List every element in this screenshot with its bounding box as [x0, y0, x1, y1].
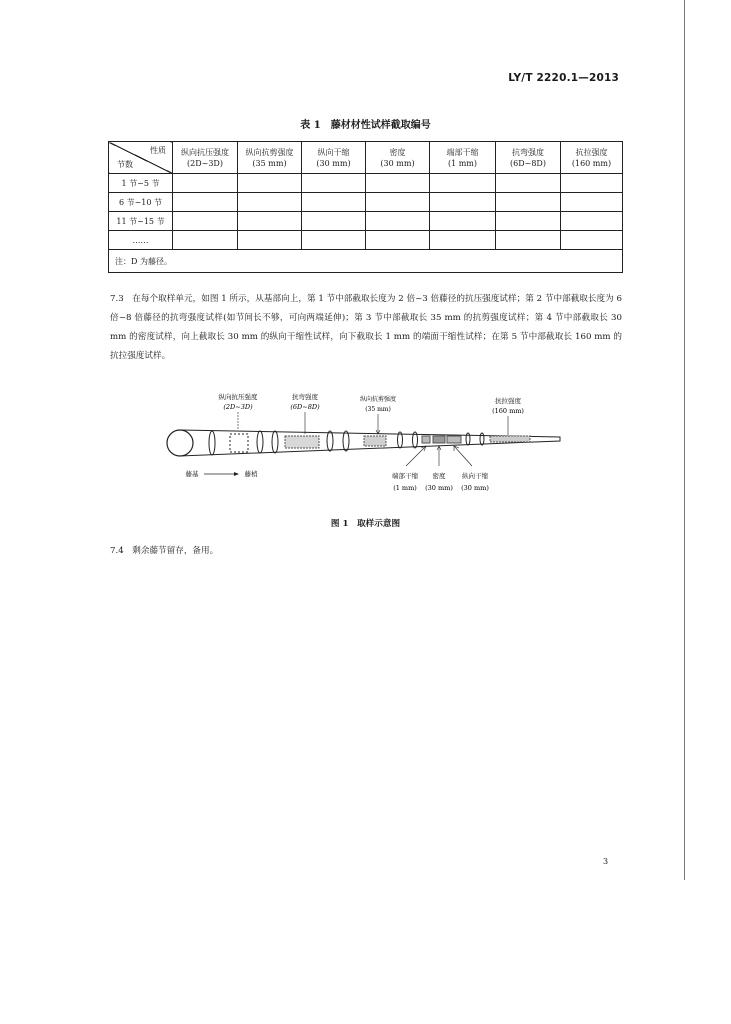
corner-segment-label: 节数: [117, 160, 133, 169]
table-row: [109, 174, 623, 193]
label-base: 藤基: [185, 470, 199, 478]
column-header: 纵向抗压强度 (2D~3D): [173, 142, 238, 174]
table-note-row: [109, 250, 623, 273]
column-header: 纵向抗剪强度 (35 mm): [238, 142, 302, 174]
cane-base-end: [167, 430, 193, 456]
label-tip: 藤梢: [244, 470, 258, 478]
label-tensile-spec: (160 mm): [492, 407, 524, 415]
table-row: [109, 193, 623, 212]
end-shrink-specimen: [422, 436, 430, 443]
row-label: 11 节~15 节: [109, 212, 173, 231]
page-number: 3: [603, 857, 609, 866]
label-density: 密度: [432, 472, 446, 480]
label-compression-spec: (2D~3D): [223, 403, 253, 411]
longitudinal-shrink-specimen: [447, 436, 461, 443]
shear-specimen: [364, 436, 386, 446]
table-note: 注：D 为藤径。: [109, 250, 623, 273]
column-header: 密度 (30 mm): [366, 142, 430, 174]
row-label: ……: [109, 231, 173, 250]
density-specimen: [433, 436, 445, 443]
label-density-spec: (30 mm): [425, 484, 453, 492]
column-header: 纵向干缩 (30 mm): [302, 142, 366, 174]
column-header: 抗拉强度 (160 mm): [561, 142, 623, 174]
label-longitudinal-shrink: 纵向干缩: [462, 472, 488, 480]
label-end-shrink-spec: (1 mm): [393, 484, 417, 492]
label-tensile: 抗拉强度: [495, 397, 521, 405]
label-bending: 抗弯强度: [292, 393, 318, 401]
label-compression: 纵向抗压强度: [218, 393, 258, 401]
page-edge-line: [684, 0, 685, 880]
table-header-row: [109, 142, 623, 174]
column-header: 抗弯强度 (6D~8D): [496, 142, 561, 174]
tensile-specimen: [490, 436, 530, 442]
label-shear: 纵向抗剪强度: [359, 396, 397, 403]
label-bending-spec: (6D~8D): [290, 403, 320, 411]
section-7-4: 7.4 剩余藤节留存，备用。: [110, 546, 219, 556]
table-title: 表 1 藤材材性试样截取编号: [300, 120, 431, 131]
table-row: [109, 231, 623, 250]
figure-caption: 图 1 取样示意图: [330, 519, 401, 529]
sampling-diagram: [150, 380, 580, 500]
table-row: [109, 212, 623, 231]
bending-specimen: [285, 436, 319, 448]
label-longitudinal-shrink-spec: (30 mm): [461, 484, 489, 492]
label-end-shrink: 端部干缩: [392, 472, 418, 480]
row-label: 6 节~10 节: [109, 193, 173, 212]
standard-code: LY/T 2220.1—2013: [508, 72, 619, 84]
section-7-3: 7.3 在每个取样单元，如图 1 所示，从基部向上，第 1 节中部截取长度为 2 倍~3 倍藤径的抗压强度试样；第 2 节中部截取长度为 6 倍~8 倍藤径的抗弯强度试样(如节间长不够，可向两端延伸)；第 3 节中部截取长 35 mm 的抗剪强度试样；第 4 节中部截取长 30 mm 的密度试样，向上截取长 30 mm 的纵向干缩性试样，向下截取长 1 mm 的端面干缩性试样；在第 5 节中部截取长 160 mm 的抗拉强度试样。: [110, 294, 622, 361]
label-shear-spec: (35 mm): [365, 406, 391, 413]
table-corner-cell: [109, 142, 173, 174]
specimen-table: [108, 141, 623, 273]
row-label: 1 节~5 节: [109, 174, 173, 193]
column-header: 端部干缩 (1 mm): [430, 142, 496, 174]
corner-property-label: 性质: [150, 146, 166, 155]
